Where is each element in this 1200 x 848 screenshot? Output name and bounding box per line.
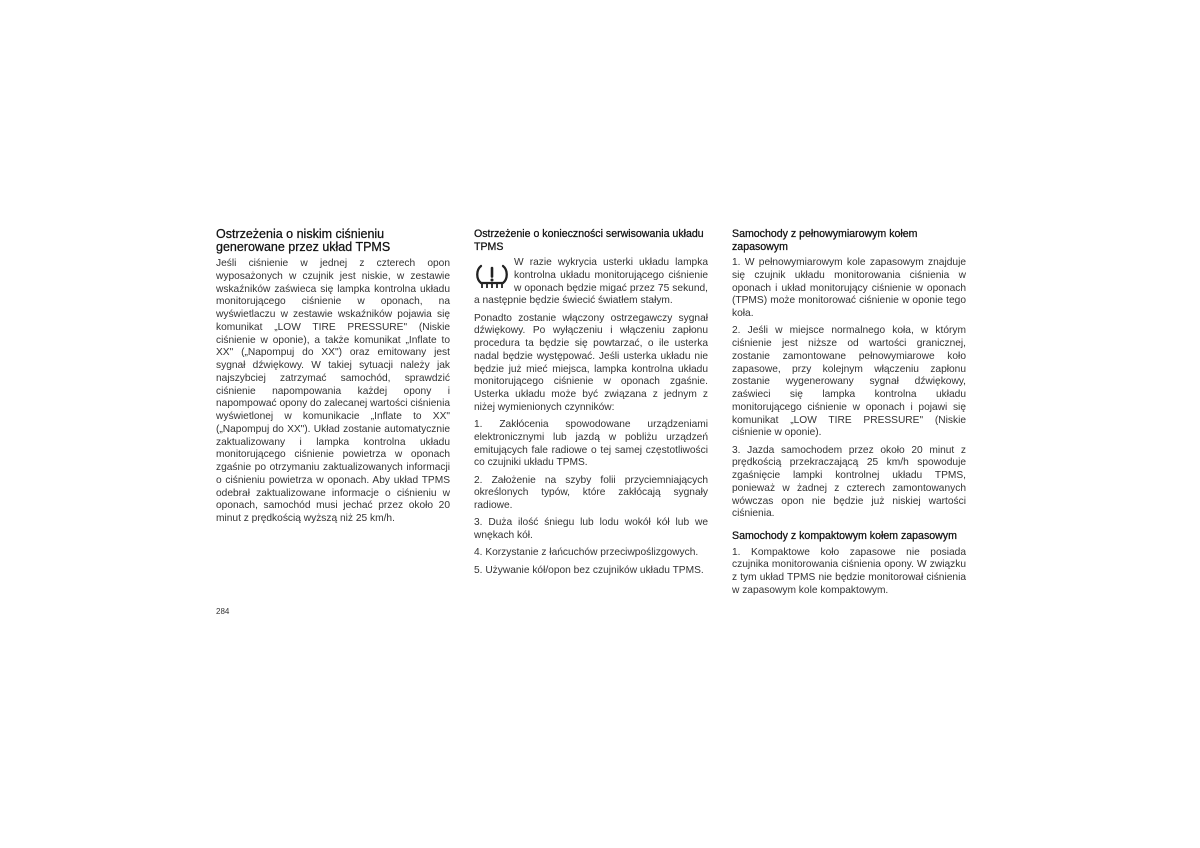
page-number: 284 [216,607,230,616]
warning-block [474,257,708,308]
column-middle [474,228,708,582]
tpms-warning-icon [472,263,512,293]
paragraph-tpms-additional: Ponadto zostanie włączony ostrzegawczy sygnał dźwiękowy. Po wyłączeniu i włączeniu zapłonu procedura ta będzie się powtarzać, o ile usterka nadal będzie występować. Jeśli usterka układu nie będzie już mieć miejsca, lampka kontrolna układu monitorującego ciśnienie w oponach zgaśnie. Usterka układu może być związana z jednym z niżej wymienionych czynników: [474,312,708,413]
paragraph-tpms-fault: W razie wykrycia usterki układu lampka kontrolna układu monitorującego ciśnienie w oponach będzie migać przez 75 sekund, a następnie będzie świecić światłem stałym. [474,257,708,307]
list-item-full-spare-3: 3. Jazda samochodem przez około 20 minut z prędkością przekraczającą 25 km/h spowoduje zgaśnięcie lampki kontrolnej układu TPMS, ponieważ w żadnej z czterech zamontowanych wówczas opon nie będzie już niskiej wartości ciśnienia. [732,444,966,520]
list-item-compact-spare-1: 1. Kompaktowe koło zapasowe nie posiada czujnika monitorowania ciśnienia opony. W związku z tym układ TPMS nie będzie monitorował ciśnienia w zapasowym kole kompaktowym. [732,546,966,596]
column-right [732,228,966,602]
list-item-cause-2: 2. Założenie na szyby folii przyciemniających określonych typów, które zakłócają sygnały radiowe. [474,474,708,511]
list-item-full-spare-2: 2. Jeśli w miejsce normalnego koła, w którym ciśnienie jest niższe od wartości granicznej, zostanie zamontowane pełnowymiarowe koło zapasowe, przy kolejnym włączeniu zapłonu zostanie wygenerowany sygnał dźwiękowy, zaświeci się lampka kontrolna układu monitorującego ciśnienie w oponach i pojawi się komunikat „LOW TIRE PRESSURE" (Niskie ciśnienie w oponie). [732,325,966,439]
list-item-cause-1: 1. Zakłócenia spowodowane urządzeniami elektronicznymi lub jazdą w pobliżu urządzeń emitujących fale radiowe o tej samej częstotliwości co czujniki układu TPMS. [474,419,708,469]
list-item-cause-4: 4. Korzystanie z łańcuchów przeciwpoślizgowych. [474,547,699,559]
section-heading-full-spare: Samochody z pełnowymiarowym kołem zapasowym [732,228,918,253]
column-left [216,228,450,530]
list-item-full-spare-1: 1. W pełnowymiarowym kole zapasowym znajduje się czujnik układu monitorowania ciśnienia w oponach i układ monitorujący ciśnienie w oponach (TPMS) może monitorować ciśnienie w oponie tego koła. [732,257,966,319]
paragraph-low-pressure: Jeśli ciśnienie w jednej z czterech opon wyposażonych w czujnik jest niskie, w zestawie wskaźników zaświeca się lampka kontrolna układu monitorującego ciśnienie w oponach, na wyświetlaczu w zestawie wskaźników pojawia się komunikat „LOW TIRE PRESSURE" (Niskie ciśnienie w oponie), a także komunikat „Inflate to XX" („Napompuj do XX") oraz emitowany jest sygnał dźwiękowy. W takiej sytuacji należy jak najszybciej zatrzymać samochód, sprawdzić ciśnienie napompowania każdej opony i napompować opony do zalecanej wartości ciśnienia wyświetlonej w komunikacie „Inflate to XX" („Napompuj do XX"). Układ zostanie automatycznie zaktualizowany i lampka kontrolna układu monitorującego ciśnienie powietrza w oponach zgaśnie po otrzymaniu zaktualizowanych informacji o ciśnieniu powietrza w oponach. Aby układ TPMS odebrał zaktualizowane informacje o ciśnieniu w oponach, samochód musi jechać przez około 20 minut z prędkością wyższą niż 25 km/h. [216,258,450,524]
section-heading-tpms-service: Ostrzeżenie o konieczności serwisowania układu TPMS [474,228,704,253]
section-heading-compact-spare: Samochody z kompaktowym kołem zapasowym [732,530,957,542]
list-item-cause-5: 5. Używanie kół/opon bez czujników układu TPMS. [474,564,704,576]
list-item-cause-3: 3. Duża ilość śniegu lub lodu wokół kół lub we wnękach kół. [474,517,708,541]
section-heading-low-pressure: Ostrzeżenia o niskim ciśnieniu generowane przez układ TPMS [216,227,391,254]
